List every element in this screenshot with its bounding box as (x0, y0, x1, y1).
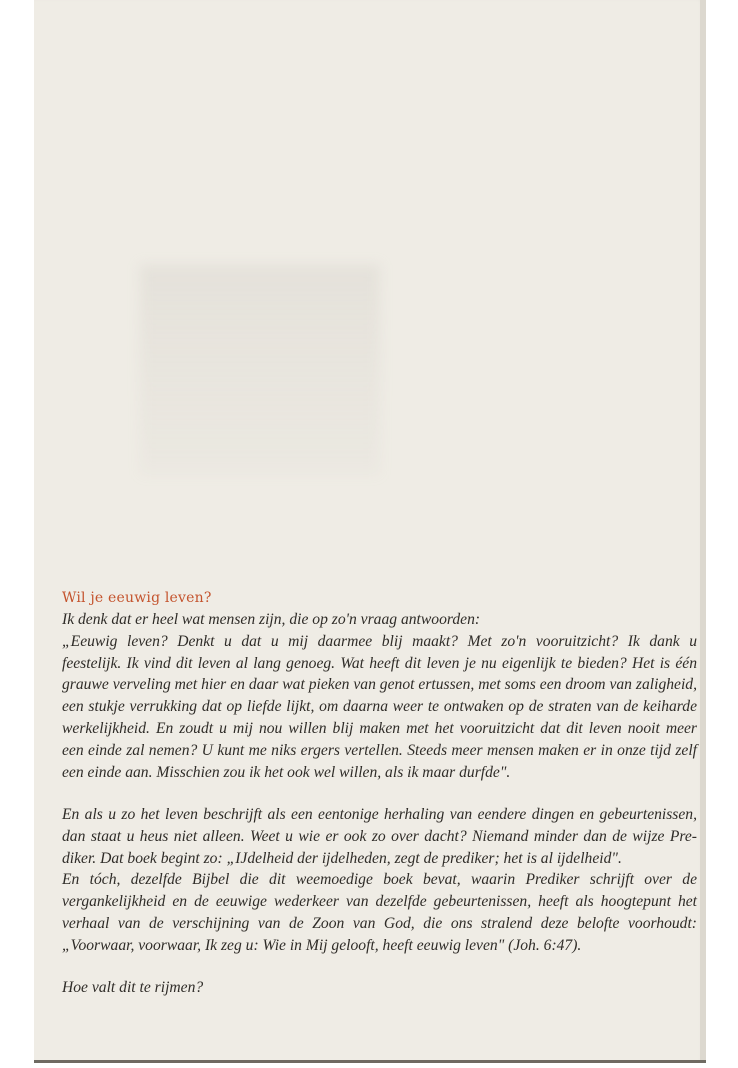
paragraph-3 (62, 977, 697, 999)
text-line: Ik denk dat er heel wat mensen zijn, die op zo'n vraag antwoorden: (62, 611, 481, 628)
text-line: een einde zal nemen? U kunt me niks ergers vertellen. Steeds meer mensen maken er in onze tijd zelf (62, 741, 697, 759)
text-line: En tóch, dezelfde Bijbel die dit weemoedige boek bevat, waarin Prediker schrijft over de (62, 871, 697, 889)
chapter-title: Wil je eeuwig leven? (62, 590, 212, 606)
text-line: een einde aan. Misschien zou ik het ook wel willen, als ik maar durfde". (62, 763, 511, 781)
text-line: Hoe valt dit te rijmen? (62, 979, 204, 996)
paragraph-2 (62, 804, 697, 957)
page-bottom-edge (34, 1060, 706, 1063)
text-line: „Eeuwig leven? Denkt u dat u mij daarmee blij maakt? Met zo'n vooruitzicht? Ik dank u (62, 632, 697, 650)
page-edge (700, 0, 706, 1062)
text-line: vergankelijkheid en de eeuwige wederkeer van dezelfde gebeurtenissen, heeft als hoogtepunt het (62, 893, 697, 911)
text-line: feestelijk. Ik vind dit leven al lang genoeg. Wat heeft dit leven je nu eigenlijk te bieden? Het is één (62, 654, 697, 672)
text-line: verhaal van de verschijning van de Zoon van God, die ons stralend deze belofte voorhoudt: (62, 914, 697, 932)
text-line: diker. Dat boek begint zo: „IJdelheid der ijdelheden, zegt de prediker; het is al ijdelheid". (62, 849, 622, 867)
text-line: „Voorwaar, voorwaar, Ik zeg u: Wie in Mij gelooft, heeft eeuwig leven" (Joh. 6:47). (62, 936, 582, 954)
text-line: grauwe verveling met hier en daar wat pieken van genot ertussen, met soms een droom van zaligheid, (62, 676, 697, 694)
text-line: dan staat u heus niet alleen. Weet u wie er ook zo over dacht? Niemand minder dan de wijze Pre- (62, 827, 697, 845)
text-line: werkelijkheid. En zoudt u mij nou willen blij maken met het vooruitzicht dat dit leven nooit meer (62, 719, 697, 737)
show-through-shadow (140, 265, 380, 475)
text-line: een stukje verrukking dat op liefde lijkt, om daarna weer te ontwaken op de straten van de keiharde (62, 698, 697, 716)
text-line: En als u zo het leven beschrijft als een eentonige herhaling van eendere dingen en gebeurtenissen, (62, 806, 697, 823)
paragraph-1 (62, 609, 697, 783)
